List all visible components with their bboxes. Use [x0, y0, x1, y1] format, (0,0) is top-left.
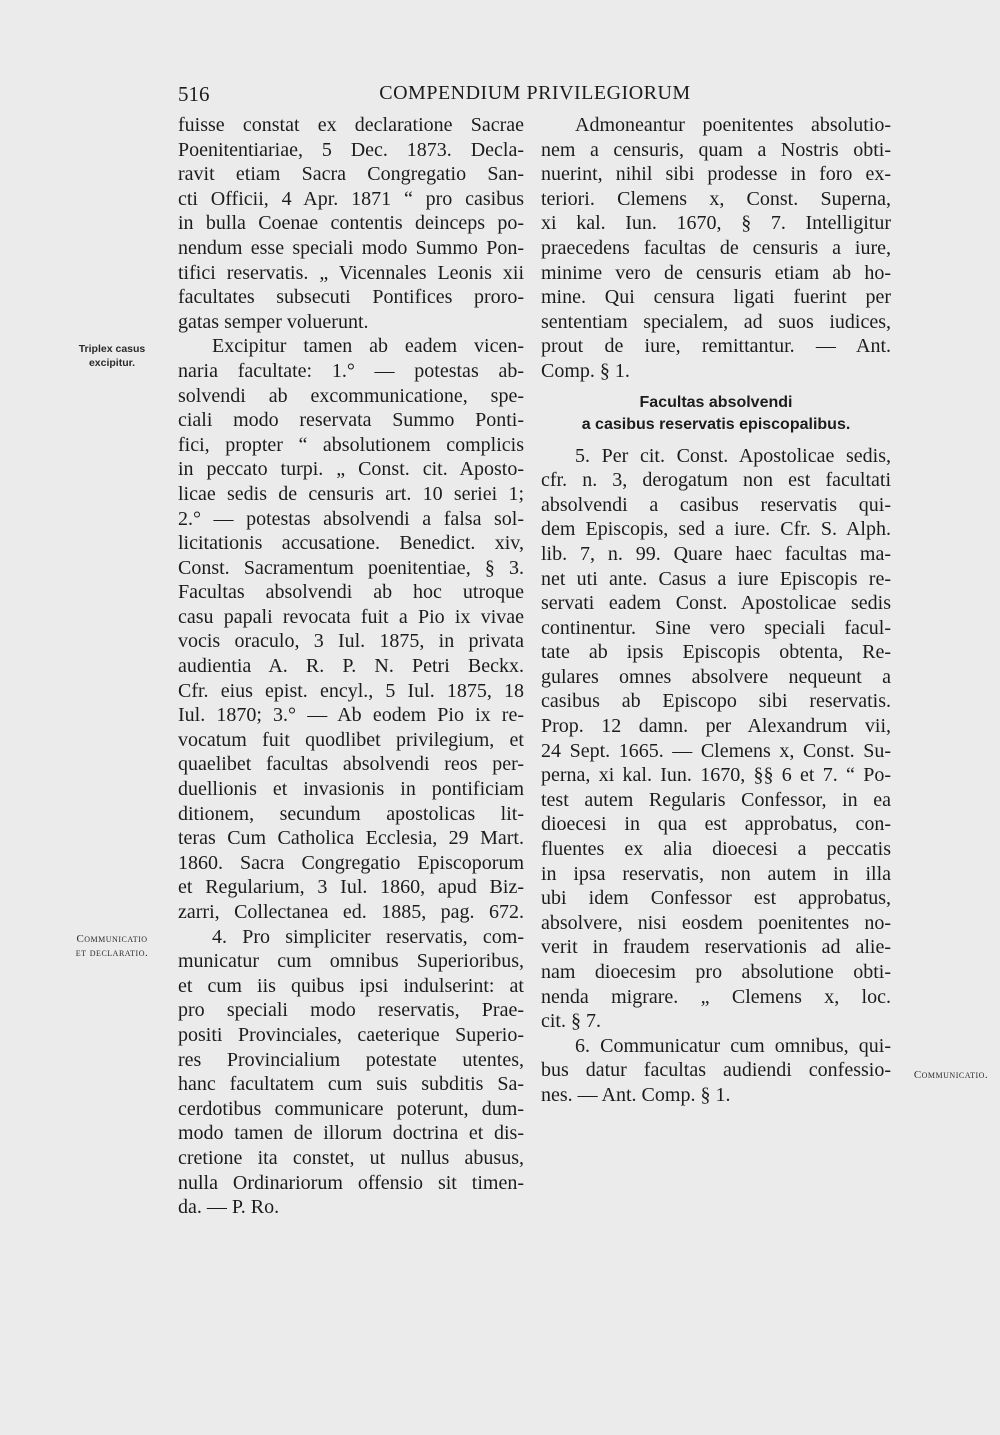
- text-line: in peccato turpi. „ Const. cit. Aposto-: [178, 458, 524, 481]
- text-line: lib. 7, n. 99. Quare haec facultas ma-: [541, 542, 891, 565]
- margin-note-line: excipitur.: [88, 357, 136, 369]
- text-line: in ipsa reservatis, non autem in illa: [541, 862, 891, 885]
- text-line: sententiam specialem, ad suos iudices,: [541, 310, 891, 333]
- text-line: xi kal. Iun. 1670, § 7. Intelligitur: [541, 212, 891, 235]
- heading-line: Facultas absolvendi: [639, 393, 793, 411]
- text-line: cretione ita constet, ut nullus abusus,: [178, 1146, 524, 1169]
- text-line: cit. § 7.: [541, 1010, 601, 1033]
- text-line: gatas semper voluerunt.: [178, 310, 369, 333]
- text-line: Cfr. eius epist. encyl., 5 Iul. 1875, 18: [178, 679, 524, 702]
- text-line: tate ab ipsis Episcopis obtenta, Re-: [541, 641, 891, 664]
- text-line: teriori. Clemens x, Const. Superna,: [541, 187, 891, 210]
- text-line: net uti ante. Casus a iure Episcopis re-: [541, 567, 891, 590]
- margin-note-communicatio: [62, 932, 162, 960]
- text-line: prout de iure, remittantur. — Ant.: [541, 335, 891, 358]
- text-line: nulla Ordinariorum offensio sit timen-: [178, 1171, 524, 1194]
- text-line: Const. Sacramentum poenitentiae, § 3.: [178, 556, 524, 579]
- page-number: 516: [178, 82, 210, 106]
- text-line: positi Provinciales, caeterique Superio-: [178, 1023, 524, 1046]
- text-line: casibus ab Episcopo sibi reservatis.: [541, 690, 891, 713]
- text-line: verit in fraudem reservationis ad alie-: [541, 936, 891, 959]
- text-line: ditionem, secundum apostolicas lit-: [178, 802, 524, 825]
- text-line: Prop. 12 damn. per Alexandrum vii,: [541, 715, 891, 738]
- running-title: COMPENDIUM PRIVILEGIORUM: [379, 82, 691, 104]
- text-line: 1860. Sacra Congregatio Episcoporum: [178, 851, 524, 874]
- text-line: in bulla Coenae contentis deinceps po-: [178, 212, 524, 235]
- right-column-paragraph-bottom: [541, 444, 891, 1108]
- text-line: naria facultate: 1.° — potestas ab-: [178, 359, 524, 382]
- text-line: 24 Sept. 1665. — Clemens x, Const. Su-: [541, 739, 891, 762]
- text-line: 5. Per cit. Const. Apostolicae sedis,: [575, 444, 891, 467]
- text-line: nes. — Ant. Comp. § 1.: [541, 1083, 731, 1106]
- text-line: licitationis accusatione. Benedict. xiv,: [178, 532, 524, 555]
- text-line: nem a censuris, quam a Nostris obti-: [541, 138, 891, 161]
- text-line: Comp. § 1.: [541, 359, 630, 382]
- text-line: et cum iis quibus ipsi indulserint: at: [178, 974, 524, 997]
- text-line: tifici reservatis. „ Vicennales Leonis xii: [178, 261, 524, 284]
- text-line: ravit etiam Sacra Congregatio San-: [178, 163, 524, 186]
- text-line: audientia A. R. P. N. Petri Beckx.: [178, 655, 524, 678]
- left-column-text: [178, 113, 524, 1220]
- right-column-text: [541, 113, 891, 1108]
- text-line: modo tamen de illorum doctrina et dis-: [178, 1122, 524, 1145]
- text-line: ciali modo reservata Summo Ponti-: [178, 409, 524, 432]
- text-line: Iul. 1870; 3.° — Ab eodem Pio ix re-: [178, 704, 524, 727]
- text-line: praecedens facultas de censuris a iure,: [541, 236, 891, 259]
- text-line: vocatum fuit quodlibet privilegium, et: [178, 728, 524, 751]
- text-line: da. — P. Ro.: [178, 1196, 280, 1219]
- section-heading: [541, 392, 891, 436]
- text-line: bus datur facultas audiendi confessio-: [541, 1059, 891, 1082]
- text-line: Poenitentiariae, 5 Dec. 1873. Decla-: [178, 138, 524, 161]
- text-line: gulares omnes absolvere nequeunt a: [541, 665, 891, 688]
- text-line: cerdotibus communicare poterunt, dum-: [178, 1097, 524, 1120]
- text-line: res Provincialium potestate utentes,: [178, 1048, 524, 1071]
- text-line: 6. Communicatur cum omnibus, qui-: [575, 1034, 891, 1057]
- margin-note-line: Communicatio: [76, 933, 148, 945]
- text-line: minime vero de censuris etiam ab ho-: [541, 261, 891, 284]
- text-line: continentur. Sine vero speciali facul-: [541, 616, 891, 639]
- text-line: ubi idem Confessor est approbatus,: [541, 887, 891, 910]
- text-line: servati eadem Const. Apostolicae sedis: [541, 592, 891, 615]
- text-line: Admoneantur poenitentes absolutio-: [575, 114, 891, 136]
- text-line: test autem Regularis Confessor, in ea: [541, 788, 891, 811]
- heading-line: a casibus reservatis episcopalibus.: [581, 415, 851, 433]
- text-line: et Regularium, 3 Iul. 1860, apud Biz-: [178, 876, 524, 899]
- text-line: pro speciali modo reservatis, Prae-: [178, 999, 524, 1022]
- text-line: absolvere, nisi eosdem poenitentes no-: [541, 911, 891, 934]
- margin-note-communicatio-right: [905, 1068, 997, 1082]
- text-line: teras Cum Catholica Ecclesia, 29 Mart.: [178, 827, 524, 850]
- margin-note-line: et declaratio.: [75, 947, 149, 959]
- text-line: municatur cum omnibus Superioribus,: [178, 950, 524, 973]
- margin-note-line: Triplex casus: [78, 343, 146, 355]
- margin-note-triplex: [62, 342, 162, 370]
- text-line: fici, propter “ absolutionem complicis: [178, 433, 524, 456]
- text-line: zarri, Collectanea ed. 1885, pag. 672.: [178, 901, 524, 923]
- text-line: cti Officii, 4 Apr. 1871 “ pro casibus: [178, 187, 524, 210]
- page-header: [175, 82, 895, 112]
- text-line: dem Episcopis, sed a iure. Cfr. S. Alph.: [541, 518, 891, 541]
- text-line: nam dioecesim pro absolutione obti-: [541, 961, 891, 983]
- text-line: nenda migrare. „ Clemens x, loc.: [541, 985, 891, 1008]
- text-line: nendum esse speciali modo Summo Pon-: [178, 236, 524, 259]
- text-line: Excipitur tamen ab eadem vicen-: [212, 335, 524, 358]
- text-line: casu papali revocata fuit a Pio ix vivae: [178, 605, 524, 628]
- text-line: 4. Pro simpliciter reservatis, com-: [212, 925, 524, 948]
- text-line: Facultas absolvendi ab hoc utroque: [178, 581, 524, 604]
- text-line: mine. Qui censura ligati fuerint per: [541, 286, 891, 309]
- text-line: fuisse constat ex declaratione Sacrae: [178, 114, 524, 136]
- text-line: licae sedis de censuris art. 10 seriei 1;: [178, 482, 524, 505]
- text-line: cfr. n. 3, derogatum non est facultati: [541, 469, 891, 492]
- text-line: hanc facultatem cum suis subditis Sa-: [178, 1073, 524, 1096]
- text-line: quaelibet facultas absolvendi reos per-: [178, 753, 524, 776]
- text-line: solvendi ab excommunicatione, spe-: [178, 384, 524, 407]
- text-line: vocis oraculo, 3 Iul. 1875, in privata: [178, 630, 524, 653]
- right-column-paragraph-top: [541, 113, 891, 384]
- text-line: perna, xi kal. Iun. 1670, §§ 6 et 7. “ Po-: [541, 764, 891, 787]
- text-line: nuerint, nihil sibi prodesse in foro ex-: [541, 163, 891, 186]
- text-line: absolvendi a casibus reservatis qui-: [541, 493, 891, 516]
- text-line: 2.° — potestas absolvendi a falsa sol-: [178, 507, 524, 530]
- text-line: facultates subsecuti Pontifices proro-: [178, 286, 524, 309]
- text-line: fluentes ex alia dioecesi a peccatis: [541, 838, 891, 861]
- text-line: dioecesi in qua est approbatus, con-: [541, 813, 891, 836]
- margin-note-line: Communicatio.: [913, 1069, 989, 1081]
- text-line: duellionis et invasionis in pontificiam: [178, 778, 524, 801]
